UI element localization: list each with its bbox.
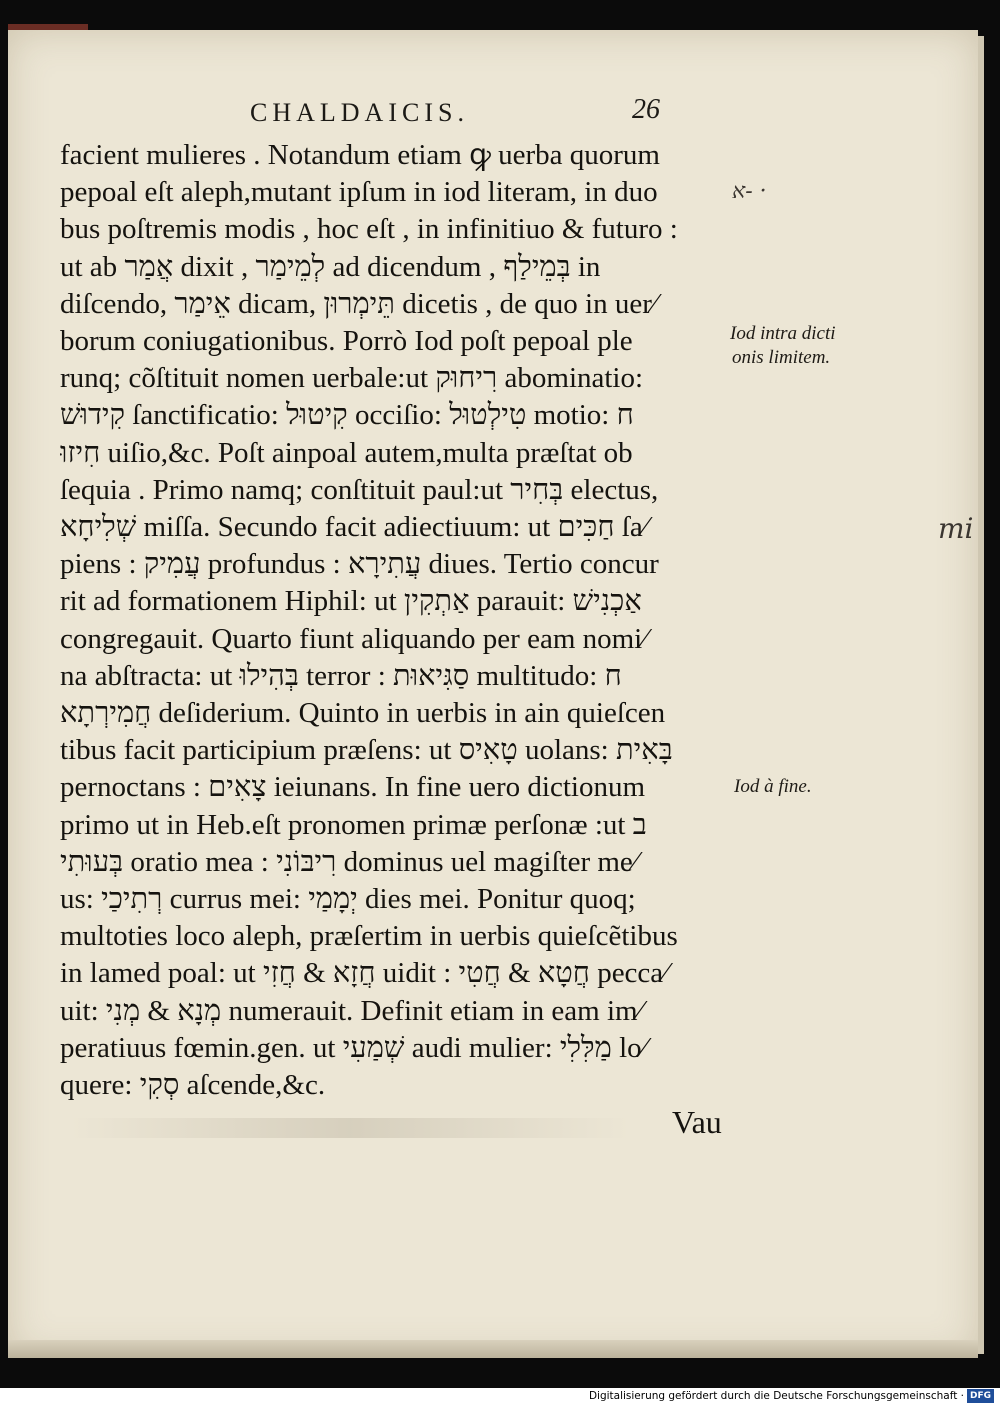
- text-line: multoties loco aleph, præſertim in uerbis quieſcẽtibus: [60, 920, 678, 953]
- text-line: חִיזוּ uiſio,&c. Poſt ainpoal autem,multa præſtat ob: [60, 436, 633, 469]
- margin-note-line: onis limitem.: [732, 347, 831, 368]
- text-line: pernoctans : צָאִים ieiunans. In fine uero dictionum: [60, 771, 645, 804]
- text-line: in lamed poal: ut חֲזָא & חֲזִי uidit : חֲטָא & חֲטִי pecca⁄: [60, 957, 669, 990]
- margin-note-line: Iod à fine.: [734, 776, 812, 797]
- text-line: congregauit. Quarto fiunt aliquando per eam nomi⁄: [60, 622, 648, 655]
- text-line: בְּעוּתִי oratio mea : רִיבּוֹנִי dominus uel magiſter me⁄: [60, 845, 638, 878]
- body-text: [60, 137, 740, 1104]
- margin-note-iod-a-fine: [734, 775, 812, 799]
- text-line: ut ab אֲמַר dixit , לְמֵימַר ad dicendum , בְּמֵילַף in: [60, 250, 601, 283]
- text-line: borum coniugationibus. Porrò Iod poſt pepoal ple: [60, 325, 633, 358]
- page-bottom-edge: [8, 1340, 978, 1358]
- running-head: CHALDAICIS.: [250, 98, 469, 127]
- page-number: 26: [632, 94, 660, 125]
- text-line: facient mulieres . Notandum etiam ꝙ uerba quorum: [60, 139, 660, 171]
- text-line: quere: סְקִי aſcende,&c.: [60, 1069, 326, 1102]
- text-line: uit: מְנָא & מְנִי numerauit. Definit etiam in eam im⁄: [60, 994, 643, 1027]
- text-line: diſcendo, אֵימַר dicam, תֵּימְרוּן dicetis , de quo in uer⁄: [60, 287, 657, 320]
- text-line: primo ut in Heb.eſt pronomen primæ perſonæ :ut ב: [60, 808, 647, 841]
- text-line: rit ad formationem Hiphil: ut אַתְקִין parauit: אַכְנִישׁ: [60, 585, 642, 618]
- text-line: bus poſtremis modis , hoc eſt , in infinitiuo & futuro :: [60, 213, 678, 246]
- handwritten-note-mi: mi: [938, 512, 974, 545]
- text-line: שְׁלִיחָא miſſa. Secundo facit adiectiuum: ut חַכִּים ſa⁄: [60, 511, 648, 544]
- text-line: ſequia . Primo namq; conſtituit paul:ut בְּחִיר electus,: [60, 473, 659, 506]
- text-line: runq; cõſtituit nomen uerbale:ut רִיחוּק abominatio:: [60, 362, 644, 395]
- footer-bar: [0, 1388, 1000, 1407]
- margin-note-line: Iod intra dicti: [730, 323, 836, 344]
- page-edge: [978, 36, 984, 1354]
- margin-note-iod-intra: [730, 322, 836, 370]
- footer-credit: Digitalisierung gefördert durch die Deutsche Forschungsgemeinschaft ·: [588, 1390, 964, 1402]
- text-line: tibus facit participium præſens: ut טָאִיס uolans: בָּאִית: [60, 734, 673, 767]
- text-line: na abſtracta: ut בְּהִילוּ terror : סַגִּיאוּת multitudo: ח: [60, 659, 622, 692]
- text-line: piens : עֲמִיק profundus : עֲתִירָא diues. Tertio concur: [60, 548, 659, 581]
- text-line: חֲמִירְתָא deſiderium. Quinto in uerbis in ain quieſcen: [60, 697, 666, 730]
- text-line: peratiuus fœmin.gen. ut שְׁמַעִי audi mulier: מַלִּלִי lo⁄: [60, 1031, 647, 1064]
- dfg-logo: DFG: [967, 1389, 994, 1403]
- show-through-text: [70, 1118, 630, 1138]
- text-line: קִידוּשׁ ſanctificatio: קִיטוּל occiſio: טִילְטוּל motio: ח: [60, 399, 634, 432]
- handwritten-note-aleph: א‑ ·: [732, 179, 767, 204]
- text-line: pepoal eſt aleph,mutant ipſum in iod literam, in duo: [60, 176, 658, 209]
- catchword: Vau: [672, 1104, 722, 1140]
- text-line: us: רְתִיכַי currus mei: יְמָמַי dies mei. Ponitur quoq;: [60, 883, 636, 916]
